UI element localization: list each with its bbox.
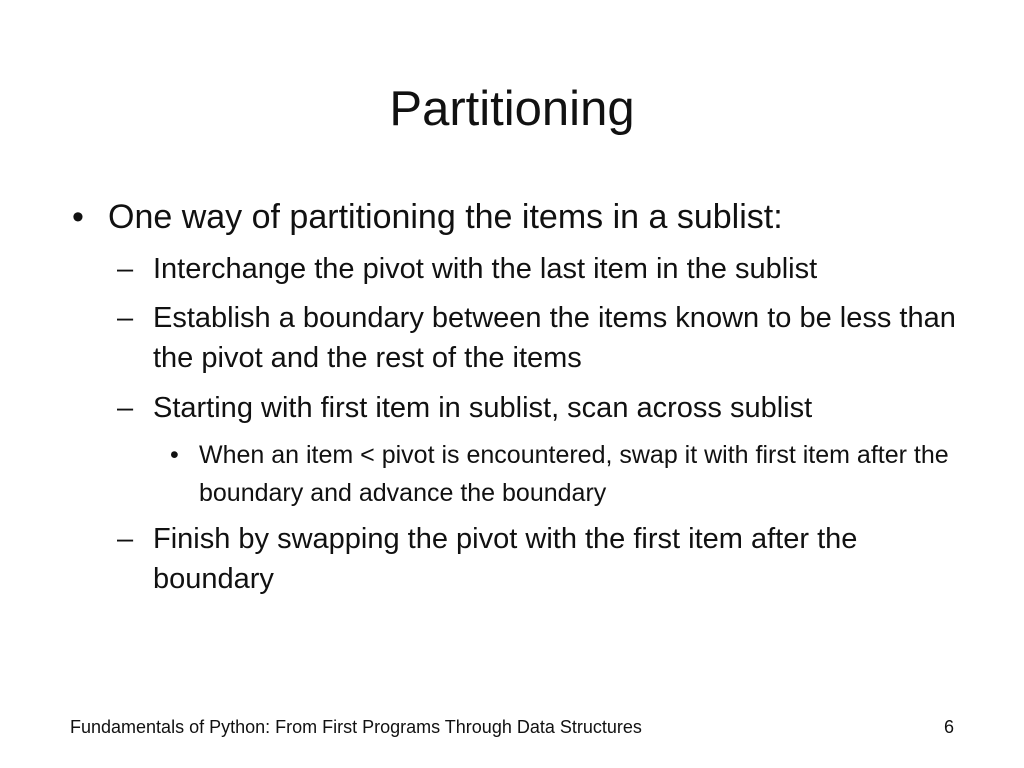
footer-page-number: 6 — [943, 717, 954, 737]
sub-bullet-boundary — [117, 298, 962, 378]
bullet-level-1 — [72, 197, 972, 237]
sub-bullet-text: Finish by swapping the pivot with the first item after the boundary — [153, 523, 858, 595]
sub-sub-bullet-swap — [170, 436, 960, 512]
sub-bullet-finish — [117, 519, 962, 599]
dash-marker: – — [117, 392, 134, 424]
slide-title: Partitioning — [389, 82, 635, 136]
dash-marker: – — [117, 523, 134, 555]
bullet-marker: • — [170, 441, 179, 469]
sub-bullet-text: Starting with first item in sublist, scan across sublist — [153, 392, 813, 424]
sub-bullet-scan — [117, 388, 962, 428]
footer-book-title: Fundamentals of Python: From First Programs Through Data Structures — [70, 717, 642, 737]
bullet-marker: • — [72, 198, 84, 236]
sub-bullet-interchange — [117, 249, 962, 289]
bullet-text: One way of partitioning the items in a sublist: — [108, 198, 783, 236]
dash-marker: – — [117, 302, 134, 334]
sub-bullet-text: Interchange the pivot with the last item in the sublist — [153, 253, 818, 285]
sub-sub-bullet-text: When an item < pivot is encountered, swap it with first item after the boundary and advance the boundary — [199, 441, 949, 507]
dash-marker: – — [117, 253, 134, 285]
sub-bullet-text: Establish a boundary between the items known to be less than the pivot and the rest of the items — [153, 302, 956, 374]
